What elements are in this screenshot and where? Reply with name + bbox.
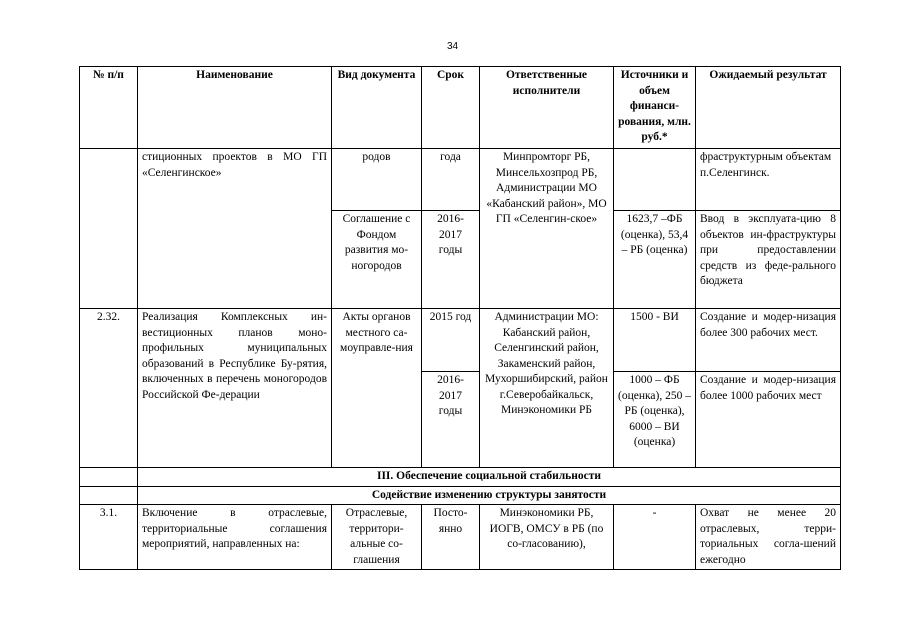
cell-num [80, 486, 138, 505]
cell-num [80, 468, 138, 487]
header-term: Срок [422, 67, 480, 149]
cell-term: Посто-янно [422, 505, 480, 570]
cell-funding: 1500 - ВИ [614, 309, 696, 372]
table-row [80, 505, 841, 570]
subsection-title: Содействие изменению структуры занятости [138, 486, 841, 505]
cell-num [80, 149, 138, 309]
cell-result: Создание и модер-низация более 300 рабочих мест. [696, 309, 841, 372]
cell-funding [614, 149, 696, 211]
plan-table [79, 66, 841, 570]
table-row [80, 309, 841, 372]
subsection-row [80, 486, 841, 505]
cell-executors: Минэкономики РБ, ИОГВ, ОМСУ в РБ (по со-гласованию), [480, 505, 614, 570]
cell-result: Ввод в эксплуата-цию 8 объектов ин-фраструктуры при предоставлении средств из феде-рального бюджета [696, 211, 841, 309]
cell-doc-type: Отраслевые, территори-альные со-глашения [332, 505, 422, 570]
section-row [80, 468, 841, 487]
page-number: 34 [446, 41, 459, 52]
cell-name: Реализация Комплексных ин-вестиционных планов моно-профильных муниципальных образований в Республике Бу-рятия, включенных в перечень моногородов Российской Фе-дерации [138, 309, 332, 468]
cell-result: фраструктурным объектам п.Селенгинск. [696, 149, 841, 211]
table-row [80, 149, 841, 211]
section-title: III. Обеспечение социальной стабильности [138, 468, 841, 487]
cell-term: 2016-2017 годы [422, 211, 480, 309]
cell-funding: - [614, 505, 696, 570]
header-funding: Источники и объем финанси-рования, млн. руб.* [614, 67, 696, 149]
header-num: № п/п [80, 67, 138, 149]
header-name: Наименование [138, 67, 332, 149]
cell-name: стиционных проектов в МО ГП «Селенгинское» [138, 149, 332, 309]
cell-term: года [422, 149, 480, 211]
cell-num: 3.1. [80, 505, 138, 570]
cell-num: 2.32. [80, 309, 138, 468]
cell-doc-type: родов [332, 149, 422, 211]
header-result: Ожидаемый результат [696, 67, 841, 149]
cell-result: Охват не менее 20 отраслевых, терри-ториальных согла-шений ежегодно [696, 505, 841, 570]
header-row [80, 67, 841, 149]
cell-name: Включение в отраслевые, территориальные соглашения мероприятий, направленных на: [138, 505, 332, 570]
cell-executors: Администрации МО: Кабанский район, Селенгинский район, Закаменский район, Мухоршибирский, район г.Северобайкальск, Минэкономики РБ [480, 309, 614, 468]
cell-doc-type: Соглашение с Фондом развития мо-ногородов [332, 211, 422, 309]
header-executors: Ответственные исполнители [480, 67, 614, 149]
header-doc-type: Вид документа [332, 67, 422, 149]
cell-term: 2015 год [422, 309, 480, 372]
cell-executors: Минпромторг РБ, Минсельхозпрод РБ, Администрации МО «Кабанский район», МО ГП «Селенгин-ское» [480, 149, 614, 309]
cell-funding: 1000 – ФБ (оценка), 250 – РБ (оценка), 6000 – ВИ (оценка) [614, 372, 696, 468]
cell-result: Создание и модер-низация более 1000 рабочих мест [696, 372, 841, 468]
cell-funding: 1623,7 –ФБ (оценка), 53,4 – РБ (оценка) [614, 211, 696, 309]
cell-term: 2016-2017 годы [422, 372, 480, 468]
cell-doc-type: Акты органов местного са-моуправле-ния [332, 309, 422, 468]
